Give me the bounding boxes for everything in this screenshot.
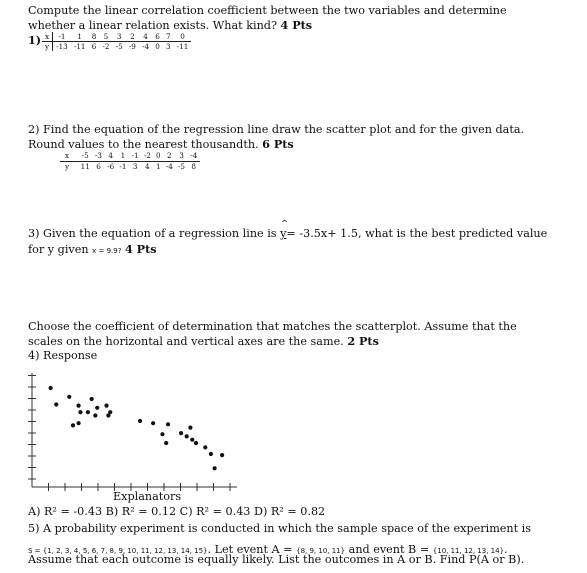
answer-options: A) R² = -0.43 B) R² = 0.12 C) R² = 0.43 D) R² = 0.82 (28, 505, 326, 518)
q1-x-cell-6: 4 (139, 32, 152, 42)
q1-y-cell-9: -11 (176, 42, 189, 51)
q2-line1: 2) Find the equation of the regression line draw the scatter plot and for the given data. (28, 123, 525, 136)
q2-y-cell-6: 1 (156, 162, 161, 171)
q2-y-cell-8: -5 (177, 162, 185, 171)
scatter-point (76, 421, 80, 425)
scatter-point (76, 404, 80, 408)
q2-x-cell-9: -4 (188, 151, 200, 162)
q1-number-label: 1) (28, 33, 42, 47)
q2-line2-text: Round values to the nearest thousandth. (28, 138, 259, 151)
q1-x-cell-0: -1 (53, 32, 71, 42)
scatter-axes (32, 373, 237, 487)
scatter-point (54, 402, 58, 406)
q1-y-cell-7: 0 (155, 42, 160, 51)
q2-y-cell-4: 3 (132, 162, 138, 171)
q1-y-label: y (42, 42, 53, 52)
scatter-point (106, 413, 110, 417)
q3-line1-pre: 3) Given the equation of a regression line is (28, 227, 281, 240)
q1-intro-line2 (28, 18, 312, 32)
q1-x-cell-2: 8 (89, 32, 100, 42)
q2-x-cell-0: -5 (78, 151, 92, 162)
scatter-point (138, 419, 142, 423)
q2-x-cell-1: -3 (92, 151, 104, 162)
q1-y-cell-1: -11 (73, 42, 86, 51)
q3-yhat-letter: y (280, 227, 287, 240)
q1-y-cell-2: 6 (91, 42, 97, 51)
q2-x-cell-2: 4 (105, 151, 117, 162)
q3-line2 (28, 242, 157, 256)
scatter-point (49, 386, 53, 390)
scatter-point (209, 452, 213, 456)
q1-x-cell-1: 1 (71, 32, 89, 42)
q2-line2 (28, 137, 294, 151)
q2-x-cell-6: 0 (153, 151, 163, 162)
q2-y-label: y (65, 162, 70, 171)
q2-y-cell-0: 11 (80, 162, 90, 171)
scatter-point (179, 431, 183, 435)
scatter-point (86, 410, 90, 414)
scatter-point (67, 395, 71, 399)
q1-y-cell-8: 3 (166, 42, 171, 51)
q2-y-cell-1: 6 (96, 162, 101, 171)
q5-event-a-text: . Let event A = (207, 543, 297, 556)
q2-y-cell-9: 8 (191, 162, 196, 171)
scatterplot (24, 364, 244, 494)
q2-x-cell-8: 3 (175, 151, 187, 162)
scatter-points (49, 386, 225, 471)
scatter-point (185, 434, 189, 438)
scatter-point (188, 426, 192, 430)
x-axis-label: Explanators (113, 490, 182, 503)
q5-line1: 5) A probability experiment is conducted in which the sample space of the experiment is (28, 522, 532, 535)
q1-x-cell-4: 3 (113, 32, 126, 42)
scatter-point (93, 413, 97, 417)
q2-x-label: x (60, 151, 78, 162)
q4-intro-line1: Choose the coefficient of determination that matches the scatterplot. Assume that the (28, 320, 517, 333)
scatter-point (166, 422, 170, 426)
scatter-point (71, 423, 75, 427)
q1-intro-text: whether a linear relation exists. What kind? (28, 19, 277, 32)
q4-intro-line2 (28, 334, 379, 348)
q2-y-cell-3: -1 (119, 162, 127, 171)
q1-x-cell-8: 7 (163, 32, 174, 42)
scatter-point (194, 441, 198, 445)
q4-points: 2 Pts (347, 334, 379, 348)
scatter-point (151, 421, 155, 425)
scatter-ticks (28, 376, 230, 492)
q3-points: 4 Pts (124, 242, 157, 256)
q1-x-cell-3: 5 (99, 32, 112, 42)
q2-x-cell-3: 1 (117, 151, 129, 162)
scatter-point (190, 438, 194, 442)
q2-table (60, 151, 200, 172)
q3-given: x = 9.9? (92, 247, 122, 255)
scatter-point (213, 466, 217, 470)
scatter-point (95, 406, 99, 410)
q2-x-cell-7: 2 (163, 151, 175, 162)
q1-x-cell-7: 6 (152, 32, 163, 42)
q1-number (28, 33, 41, 47)
q5-event-b-text: and event B = (345, 543, 433, 556)
q1-points: 4 Pts (280, 18, 313, 32)
scatter-point (160, 432, 164, 436)
q1-intro-line1: Compute the linear correlation coefficient between the two variables and determine (28, 4, 507, 17)
q5-set-a: {8, 9, 10, 11} (296, 547, 346, 555)
q1-x-cell-9: 0 (174, 32, 192, 42)
q2-x-cell-4: -1 (129, 151, 141, 162)
q4-response-label: 4) Response (28, 349, 98, 362)
q4-intro-text: scales on the horizontal and vertical axes are the same. (28, 335, 344, 348)
q2-x-cell-5: -2 (141, 151, 153, 162)
q3-line1 (28, 219, 548, 240)
q5-line3: Assume that each outcome is equally likely. List the outcomes in A or B. Find P(A or B). (28, 553, 525, 566)
q2-y-cell-7: -4 (165, 162, 173, 171)
q3-hat: ^ (281, 219, 288, 228)
scatter-point (220, 453, 224, 457)
q1-y-cell-4: -5 (115, 42, 123, 51)
q1-x-cell-5: 2 (126, 32, 139, 42)
q2-points: 6 Pts (262, 137, 294, 151)
q1-y-cell-5: -9 (128, 42, 136, 51)
scatter-point (164, 441, 168, 445)
q5-end: . (504, 543, 508, 556)
q2-y-cell-2: -6 (107, 162, 115, 171)
scatter-point (78, 410, 82, 414)
q2-y-cell-5: 4 (145, 162, 150, 171)
q1-y-cell-6: -4 (142, 42, 150, 51)
q5-sample-space: S = {1, 2, 3, 4, 5, 6, 7, 8, 9, 10, 11, 12, 13, 14, 15} (28, 547, 208, 555)
q1-x-label: x (42, 32, 53, 42)
scatter-point (104, 404, 108, 408)
q3-yhat (280, 219, 288, 240)
q3-line1-post: = -3.5x+ 1.5, what is the best predicted value (286, 227, 548, 240)
scatter-point (90, 397, 94, 401)
q3-line2-pre: for y given (28, 243, 93, 256)
q1-table (42, 32, 191, 51)
q1-y-cell-3: -2 (102, 42, 110, 51)
q5-set-b: {10, 11, 12, 13, 14} (432, 547, 505, 555)
scatter-point (203, 445, 207, 449)
q1-y-cell-0: -13 (56, 42, 68, 51)
